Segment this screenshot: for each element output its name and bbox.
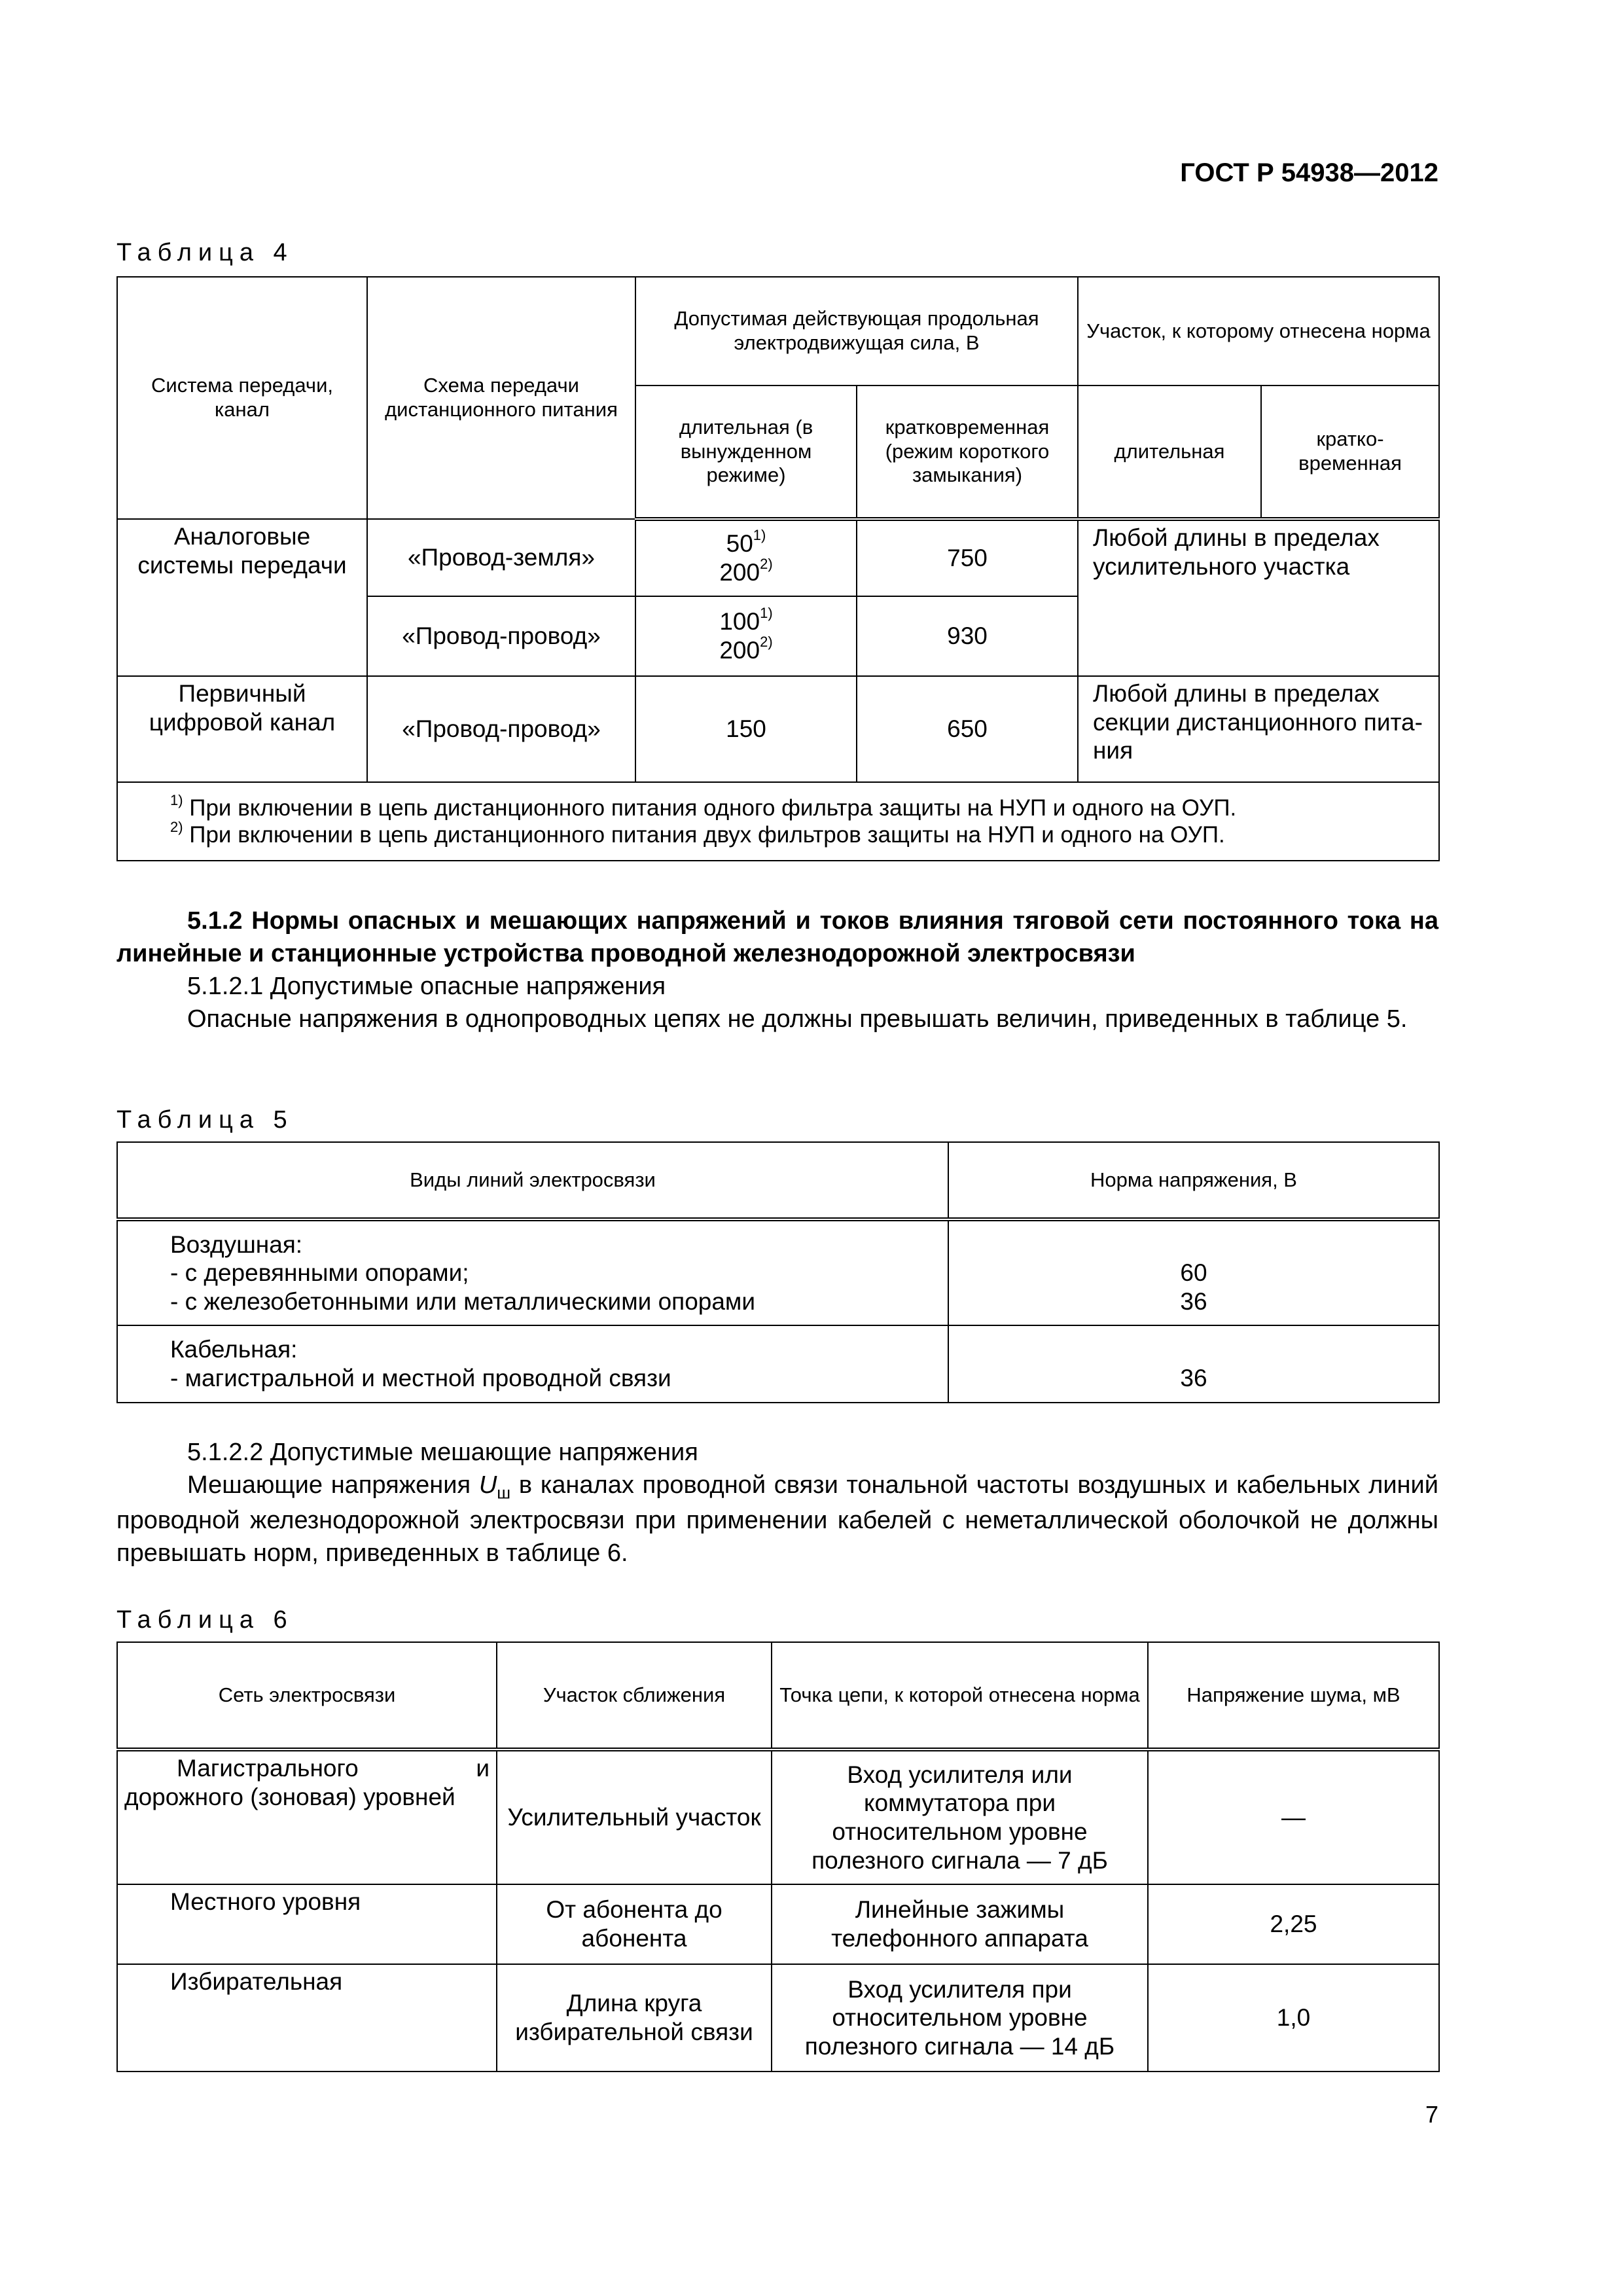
t4-header-section-short: кратко-временная: [1261, 386, 1439, 519]
t4-digital-short: 650: [857, 676, 1078, 782]
t5-header-type: Виды линий электросвязи: [117, 1142, 948, 1219]
t6-row-point: Линейные зажимы телефонного аппарата: [772, 1884, 1148, 1964]
section-5-1-2-1-title: 5.1.2.1 Допустимые опасные напряжения: [187, 973, 666, 1001]
t6-row-point: Вход усилителя при относительном уровне полезного сигнала — 14 дБ: [772, 1964, 1148, 2072]
t4-header-section: Участок, к которому отнесена норма: [1078, 277, 1439, 386]
t5-cable: Кабельная: - магистральной и местной проводной связи: [117, 1325, 948, 1403]
t5-header-norm: Норма напряжения, В: [948, 1142, 1439, 1219]
t6-row-noise: 2,25: [1148, 1884, 1439, 1964]
t4-wire-short: 930: [857, 596, 1078, 676]
t4-digital-long: 150: [635, 676, 857, 782]
t6-row-net: Местного уровня: [117, 1884, 497, 1964]
t6-header-area: Участок сближения: [497, 1642, 772, 1749]
t4-analog-section: Любой длины в пределах усилительного участка: [1078, 519, 1439, 676]
table4: [116, 276, 1440, 861]
t4-header-emf-short: кратковременная (режим короткого замыкания): [857, 386, 1078, 519]
t6-header-net: Сеть электросвязи: [117, 1642, 497, 1749]
t6-row-noise: 1,0: [1148, 1964, 1439, 2072]
t6-header-point: Точка цепи, к которой отнесена норма: [772, 1642, 1148, 1749]
t4-header-scheme: Схема передачи дистанционного питания: [367, 277, 635, 519]
t4-footnote-2: $^{2)}$ При включении в цепь дистанционного питания двух фильтров защиты на НУП и одного на ОУП.: [170, 819, 1225, 848]
t6-row-noise: —: [1148, 1749, 1439, 1884]
t5-air: Воздушная: - с деревянными опорами; - с железобетонными или металлическими опорами: [117, 1219, 948, 1325]
t6-header-noise: Напряжение шума, мВ: [1148, 1642, 1439, 1749]
t6-row-net: Избирательная: [117, 1964, 497, 2072]
section-5-1-2-title: 5.1.2 Нормы опасных и мешающих напряжений и токов влияния тяговой сети постоянного тока на линейные и станционные устройства проводной железнодорожной электросвязи: [116, 907, 1438, 968]
table4-caption: Таблица 4: [116, 239, 294, 266]
t5-cable-values: 36: [948, 1325, 1439, 1403]
section-5-1-2: [116, 905, 1438, 1036]
t6-row-area: От абонента до абонента: [497, 1884, 772, 1964]
t5-air-values: 60 36: [948, 1219, 1439, 1325]
t4-scheme-wire: «Провод-провод»: [367, 596, 635, 676]
page-number: 7: [1425, 2101, 1438, 2128]
section-5-1-2-2: [116, 1436, 1438, 1570]
t4-scheme-ground: «Провод-земля»: [367, 519, 635, 596]
t4-digital-scheme: «Провод-провод»: [367, 676, 635, 782]
table5-caption: Таблица 5: [116, 1106, 294, 1134]
section-5-1-2-2-text: Мешающие напряжения $U_ш$ в каналах проводной связи тональной частоты воздушных и кабельных линий проводной железнодорожной электросвязи при применении кабелей с неметаллической оболочкой не должны превышать норм, приведенных в таблице 6.: [116, 1471, 1438, 1568]
t6-row-net: Магистрального и дорожного (зоновая) уровней: [117, 1749, 497, 1884]
t4-header-system: Система передачи, канал: [117, 277, 367, 519]
table6: [116, 1641, 1440, 2072]
t4-digital-system: Первичный цифровой канал: [117, 676, 367, 782]
t6-row-area: Усилительный участок: [497, 1749, 772, 1884]
t4-header-emf: Допустимая действующая продольная электродвижущая сила, В: [635, 277, 1078, 386]
t4-digital-section: Любой длины в пределах секции дистанционного пита-ния: [1078, 676, 1439, 782]
t4-footnote-1: $^{1)}$ При включении в цепь дистанционного питания одного фильтра защиты на НУП и одного на ОУП.: [170, 791, 1237, 821]
t6-row-point: Вход усилителя или коммутатора при относительном уровне полезного сигнала — 7 дБ: [772, 1749, 1148, 1884]
t6-row-area: Длина круга избирательной связи: [497, 1964, 772, 2072]
t4-footnotes: [117, 782, 1439, 861]
section-5-1-2-1-text: Опасные напряжения в однопроводных цепях не должны превышать величин, приведенных в таблице 5.: [187, 1005, 1408, 1033]
t4-ground-short: 750: [857, 519, 1078, 596]
t4-analog-system: Аналоговые системы передачи: [117, 519, 367, 676]
table6-caption: Таблица 6: [116, 1606, 294, 1634]
table5: [116, 1141, 1440, 1403]
section-5-1-2-2-title: 5.1.2.2 Допустимые мешающие напряжения: [187, 1439, 698, 1466]
t4-ground-long: 50$^{1)}$ 200$^{2)}$: [635, 519, 857, 596]
t4-header-emf-long: длительная (в вынужденном режиме): [635, 386, 857, 519]
document-header: ГОСТ Р 54938—2012: [1180, 158, 1438, 187]
t4-wire-long: 100$^{1)}$ 200$^{2)}$: [635, 596, 857, 676]
t4-header-section-long: длительная: [1078, 386, 1261, 519]
